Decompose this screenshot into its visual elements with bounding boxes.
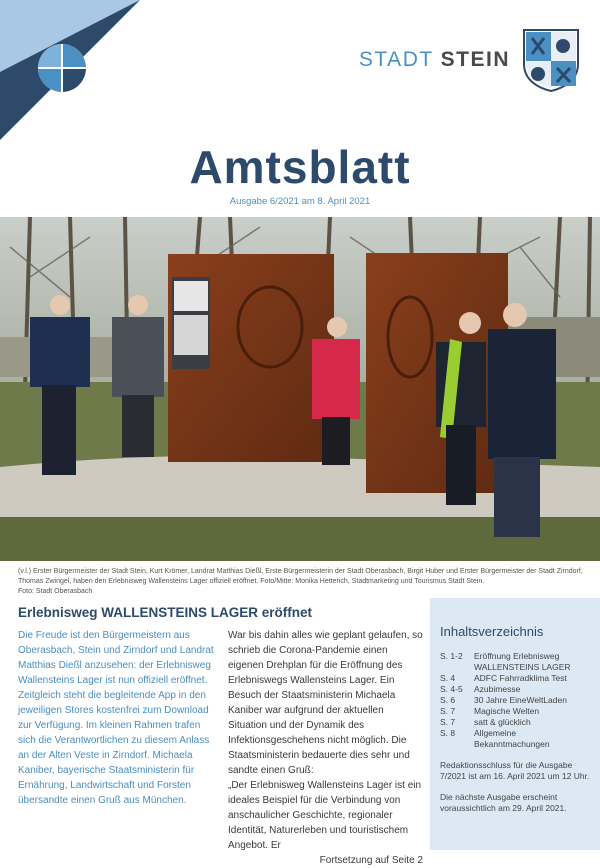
issue-line: Ausgabe 6/2021 am 8. April 2021 — [229, 196, 371, 207]
corner-logo-graphic — [0, 0, 140, 140]
city-name-bold: STEIN — [440, 48, 510, 71]
toc-item[interactable] — [440, 673, 590, 684]
continuation-link[interactable]: Fortsetzung auf Seite 2 — [319, 855, 423, 866]
toc-page: S. 7 — [440, 717, 456, 727]
photo-credit: Foto: Stadt Oberasbach — [18, 588, 93, 595]
toc-text: ADFC Fahrradklima Test — [474, 673, 567, 683]
toc-text: 30 Jahre EineWeltLaden — [474, 695, 567, 705]
coat-of-arms-icon — [522, 28, 580, 92]
newsletter-title: Amtsblatt — [189, 141, 411, 193]
article-paragraph: War bis dahin alles wie geplant gelaufen, so schrieb die Corona-Pandemie einen eigenen Drehplan für die Eröffnung des Erlebniswegs Wallensteins Lager. Ein Besuch der Staatsministerin Michaela Kaniber war aufgrund der aktuellen Situation und der Dynamik des Infektionsgeschehens nicht möglich. Die Staatsministerin bedauerte dies sehr und sandte einen Gruß: — [228, 630, 423, 776]
article-quote: „Der Erlebnisweg Wallensteins Lager ist ein ideales Beispiel für die Verbindung von anschaulicher Geschichte, regionaler Identität, Naturerleben und touristischem Angebot. Er — [228, 780, 422, 851]
toc-item[interactable] — [440, 706, 590, 717]
toc-title: Inhaltsverzeichnis — [440, 624, 544, 639]
city-brand — [359, 28, 580, 92]
toc-item[interactable] — [440, 728, 590, 750]
article-column-1: Die Freude ist den Bürgermeistern aus Oberasbach, Stein und Zirndorf und Landrat Matthias Dießl anzusehen: der Erlebnisweg Wallensteins Lager ist nun offiziell eröffnet. Zeitgleich steht die begleitende App in den jeweiligen Stores kostenfrei zum Download zur Verfügung. Im kleinen Rahmen trafen sich die Verantwortlichen zu diesem Anlass an der Alten Veste in Zirndorf. Michaela Kaniber, bayerische Staatsministerin für Ernährung, Landwirtschaft und Forsten übersandte einen Gruß aus München. — [18, 630, 214, 806]
article-column-2 — [228, 628, 423, 868]
toc-text: Allgemeine Bekanntmachungen — [474, 728, 550, 749]
toc-page: S. 1-2 — [440, 651, 463, 661]
table-of-contents — [430, 598, 600, 850]
photo-caption — [18, 567, 584, 597]
toc-page: S. 8 — [440, 728, 456, 738]
toc-text: Eröffnung Erlebnisweg WALLENSTEINS LAGER — [474, 651, 571, 672]
toc-item[interactable] — [440, 717, 590, 728]
toc-item[interactable] — [440, 684, 590, 695]
toc-text: Azubimesse — [474, 684, 521, 694]
toc-page: S. 4-5 — [440, 684, 463, 694]
toc-text: Magische Welten — [474, 706, 540, 716]
caption-text: (v.l.) Erster Bürgermeister der Stadt Stein, Kurt Krömer, Landrat Matthias Dießl, Erste Bürgermeisterin der Stadt Oberasbach, Birgit Huber und Erster Bürgermeister der Stadt Zirndorf, Thomas Zwingel, haben den Erlebnisweg Wallensteins Lager offiziell eröffnet. Foto/Mitte: Monika Hetterich, Stadtmarketing und Tourismus Stadt Stein. — [18, 568, 583, 585]
toc-page: S. 4 — [440, 673, 456, 683]
city-name — [359, 48, 510, 72]
article-headline: Erlebnisweg WALLENSTEINS LAGER eröffnet — [18, 605, 313, 620]
deadline-note: Redaktionsschluss für die Ausgabe 7/2021 ist am 16. April 2021 um 12 Uhr. — [440, 760, 590, 781]
toc-page: S. 6 — [440, 695, 456, 705]
toc-item[interactable] — [440, 695, 590, 706]
toc-item[interactable] — [440, 651, 590, 673]
cover-photo — [0, 217, 600, 561]
city-prefix: STADT — [358, 48, 434, 71]
toc-page: S. 7 — [440, 706, 456, 716]
toc-text: satt & glücklich — [474, 717, 531, 727]
next-issue-note: Die nächste Ausgabe erscheint voraussichtlich am 29. April 2021. — [440, 792, 567, 813]
